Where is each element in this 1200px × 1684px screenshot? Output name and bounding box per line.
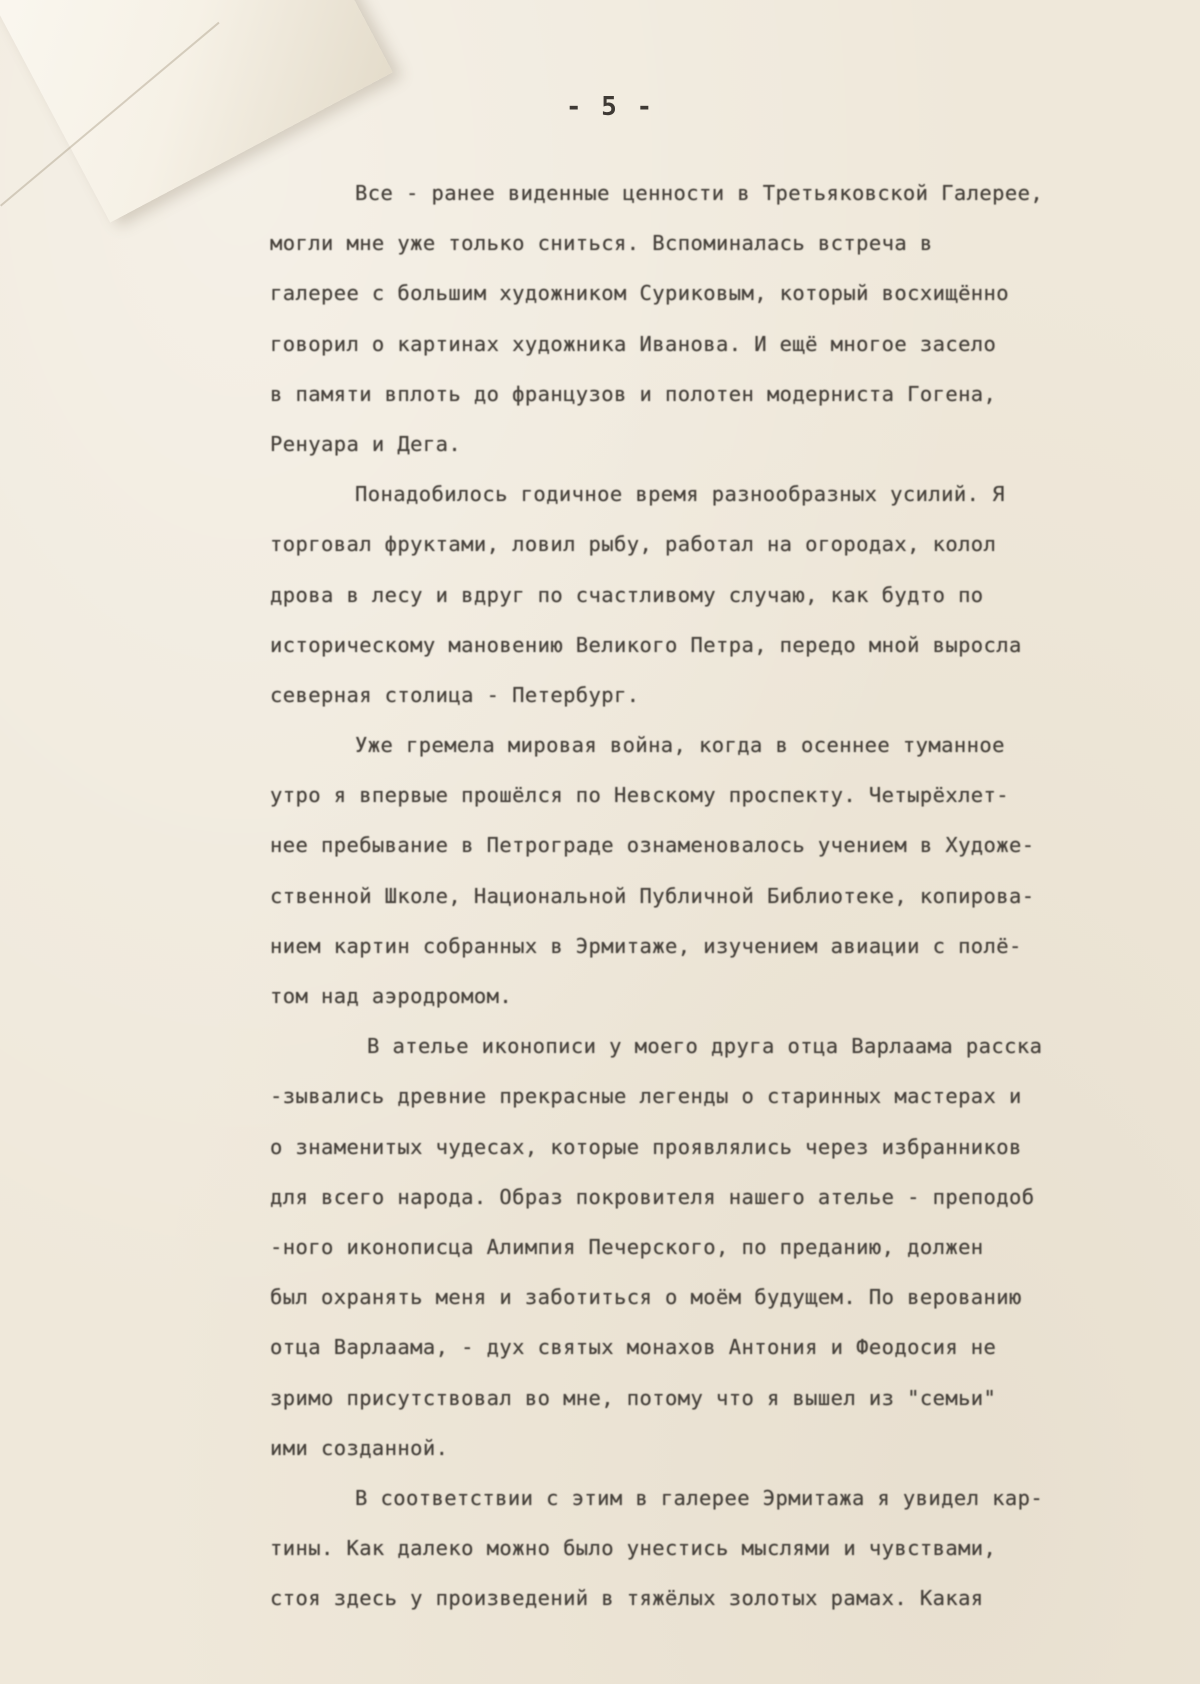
text-line: В ателье иконописи у моего друга отца Варлаама расска (367, 1034, 1043, 1059)
text-line: говорил о картинах художника Иванова. И ещё многое засело (270, 331, 997, 356)
text-line: -ного иконописца Алимпия Печерского, по преданию, должен (270, 1234, 984, 1259)
text-line: о знаменитых чудесах, которые проявлялись через избранников (270, 1134, 1022, 1159)
text-line: Все - ранее виденные ценности в Третьяковской Галерее, (355, 181, 1044, 205)
page-number: - 5 - (565, 92, 655, 122)
body-text (270, 168, 1190, 1623)
text-line: историческому мановению Великого Петра, передо мной выросла (270, 632, 1022, 657)
text-line: В соответствии с этим в галерее Эрмитажа я увидел кар- (355, 1485, 1044, 1510)
text-line: том над аэродромом. (270, 984, 513, 1008)
text-line: был охранять меня и заботиться о моём будущем. По верованию (270, 1285, 1022, 1310)
text-line: дрова в лесу и вдруг по счастливому случаю, как будто по (270, 582, 984, 607)
text-line: Ренуара и Дега. (270, 431, 462, 456)
text-line: в памяти вплоть до французов и полотен модерниста Гогена, (270, 381, 997, 406)
text-line: тины. Как далеко можно было унестись мыслями и чувствами, (270, 1536, 997, 1561)
text-line: Понадобилось годичное время разнообразных усилий. Я (355, 482, 1005, 507)
text-line: северная столица - Петербург. (270, 682, 640, 707)
text-line: зримо присутствовал во мне, потому что я вышел из "семьи" (270, 1385, 997, 1410)
text-line: ими созданной. (270, 1435, 449, 1460)
text-line: Уже гремела мировая война, когда в осеннее туманное (355, 733, 1005, 758)
text-line: отца Варлаама, - дух святых монахов Антония и Феодосия не (270, 1335, 997, 1360)
text-line: утро я впервые прошёлся по Невскому проспекту. Четырёхлет- (270, 783, 1010, 808)
text-line: для всего народа. Образ покровителя нашего ателье - преподоб (270, 1184, 1035, 1209)
text-line: нее пребывание в Петрограде ознаменовалось учением в Художе- (270, 833, 1035, 858)
text-line: галерее с большим художником Суриковым, который восхищённо (270, 281, 1010, 306)
text-line: -зывались древние прекрасные легенды о старинных мастерах и (270, 1084, 1022, 1109)
text-line: нием картин собранных в Эрмитаже, изучением авиации с полё- (270, 933, 1022, 958)
text-line: торговал фруктами, ловил рыбу, работал на огородах, колол (270, 532, 997, 557)
text-line: ственной Школе, Национальной Публичной Библиотеке, копирова- (270, 883, 1035, 908)
text-line: стоя здесь у произведений в тяжёлых золотых рамах. Какая (270, 1586, 984, 1611)
text-line: могли мне уже только сниться. Вспоминалась встреча в (270, 231, 933, 256)
